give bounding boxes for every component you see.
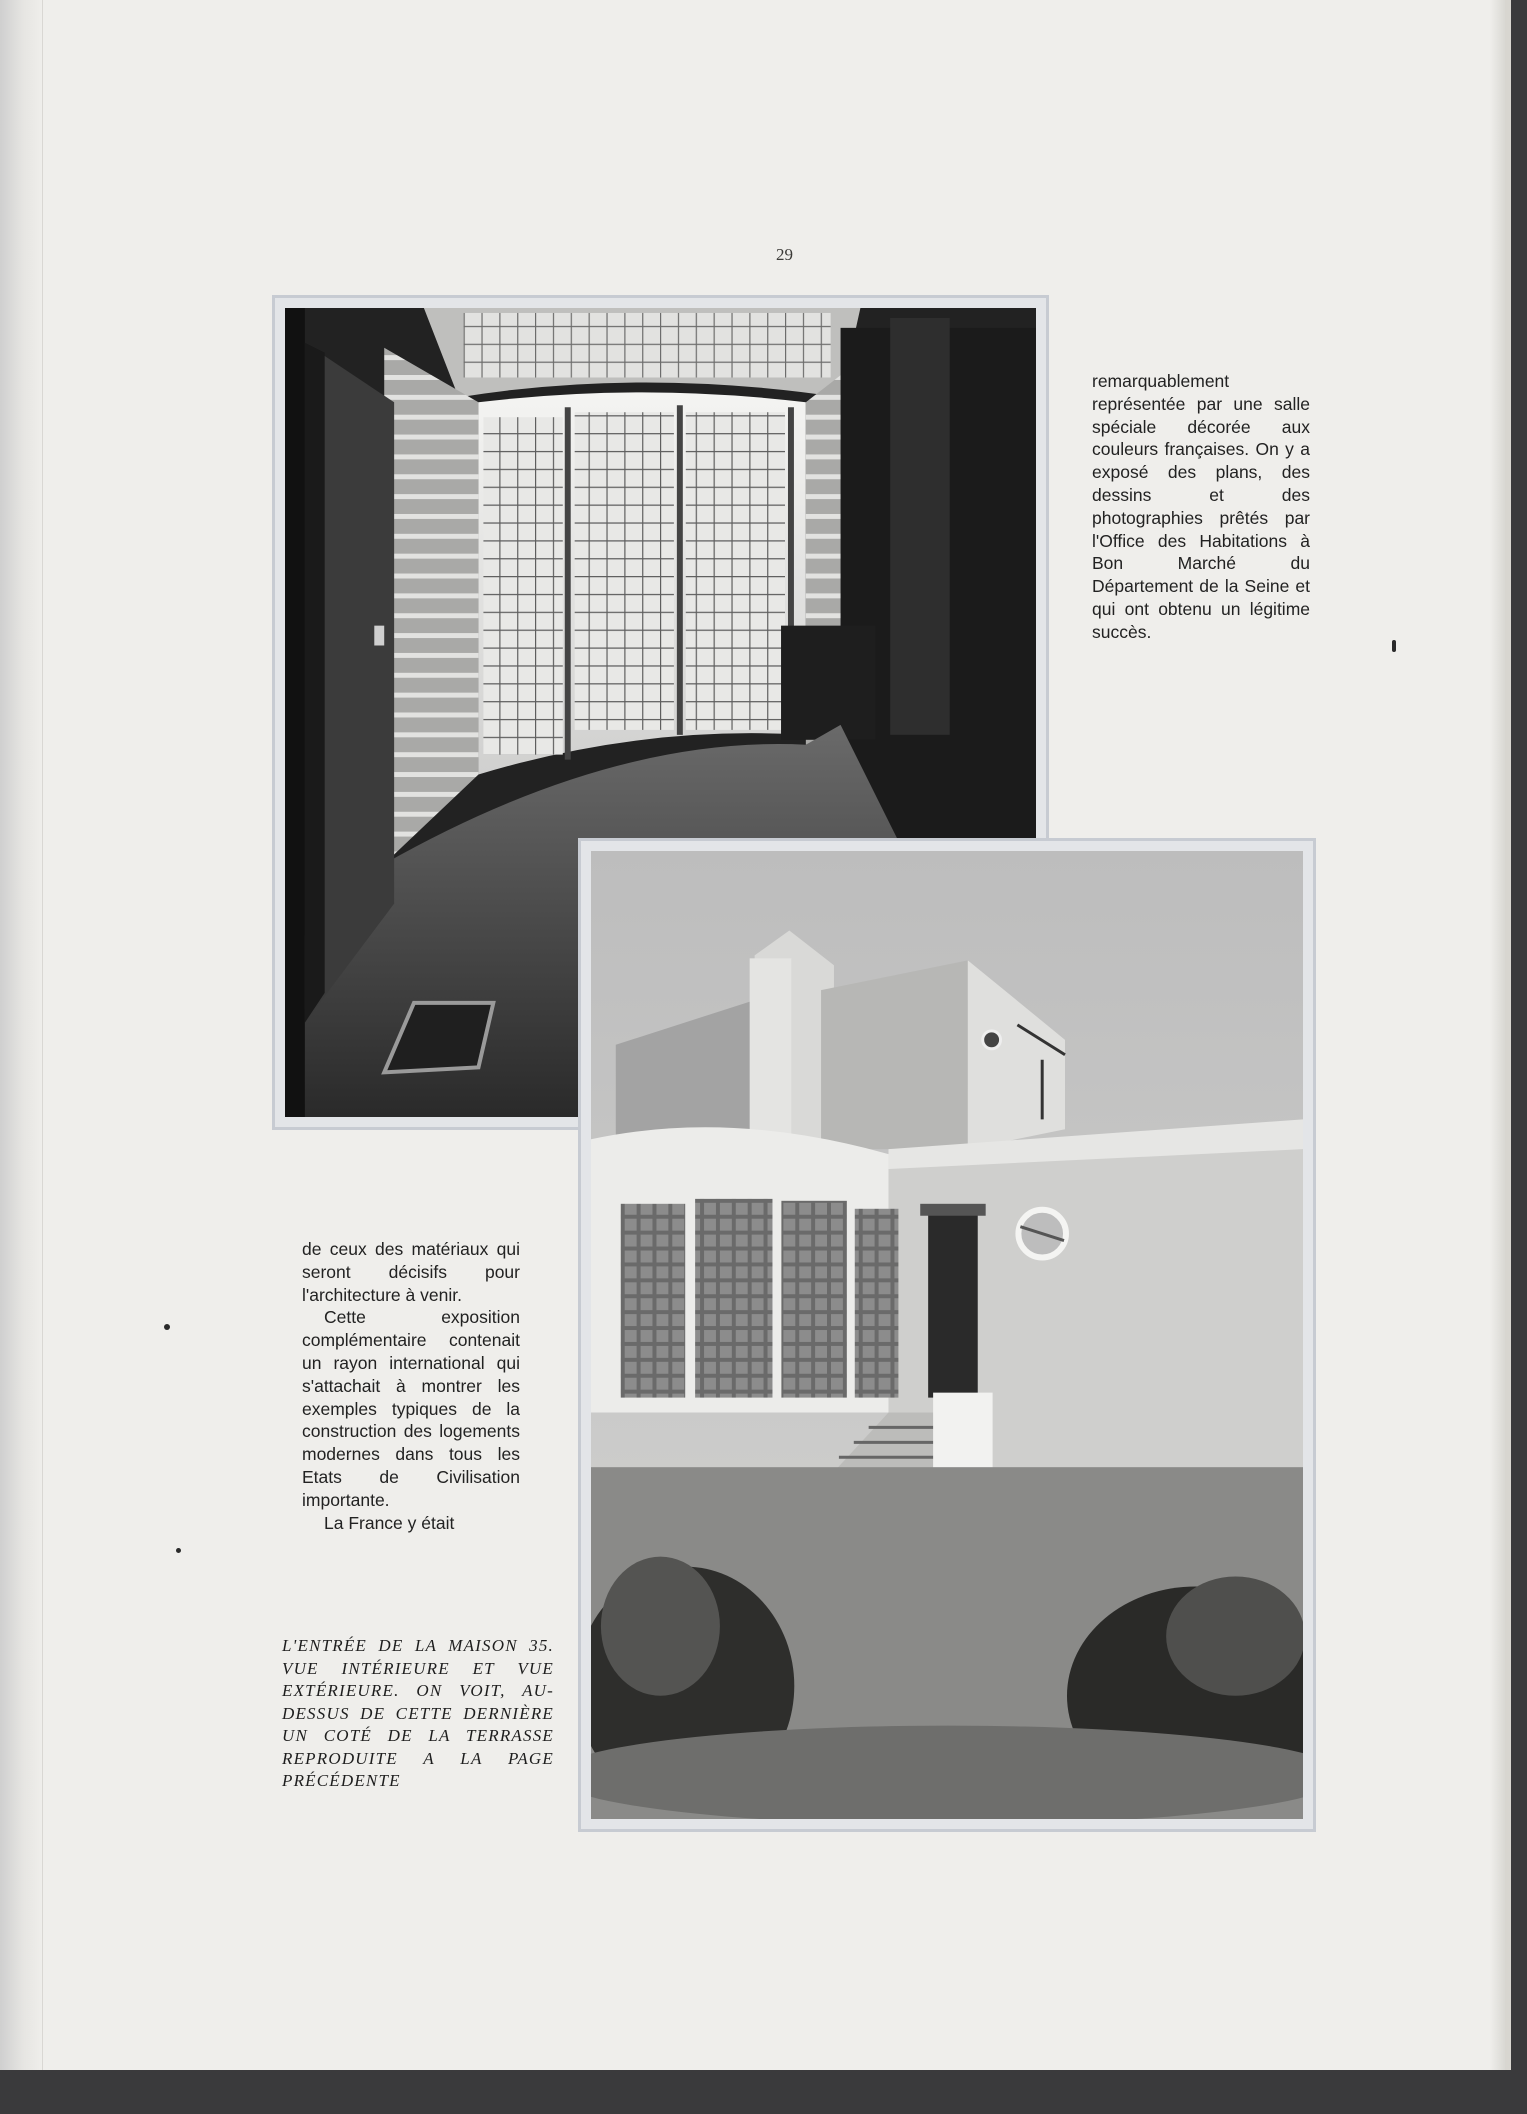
- print-speck: [1392, 640, 1396, 652]
- paragraph-left-2: Cette exposition complémentaire contenait un rayon international qui s'attachait à montrer les exemples typiques de la construction des logements modernes dans tous les Etats de Civilisation importante.: [302, 1307, 520, 1510]
- page-gutter: [0, 0, 43, 2070]
- paragraph-left-1: de ceux des matériaux qui seront décisifs pour l'architecture à venir.: [302, 1239, 520, 1305]
- paragraph-right: remarquablement représentée par une salle spéciale décorée aux couleurs françaises. On y a exposé des plans, des dessins et des photographies prêtés par l'Office des Habitations à Bon Marché du Département de la Seine et qui ont obtenu un légitime succès.: [1092, 371, 1310, 642]
- text-column-right: [1092, 370, 1310, 644]
- text-column-left: [302, 1238, 520, 1534]
- photo-exterior-frame: [578, 838, 1316, 1832]
- print-speck: [164, 1324, 170, 1330]
- photo-caption: L'ENTRÉE DE LA MAISON 35. VUE INTÉRIEURE ET VUE EXTÉRIEURE. ON VOIT, AU-DESSUS DE CETTE DERNIÈRE UN COTÉ DE LA TERRASSE REPRODUITE A LA PAGE PRÉCÉDENTE: [282, 1636, 554, 1790]
- paragraph-left-3: La France y était: [324, 1512, 455, 1533]
- photo-exterior: [591, 851, 1303, 1819]
- page-edge: [1490, 0, 1505, 2070]
- page-number: 29: [776, 245, 793, 264]
- print-speck: [176, 1548, 181, 1553]
